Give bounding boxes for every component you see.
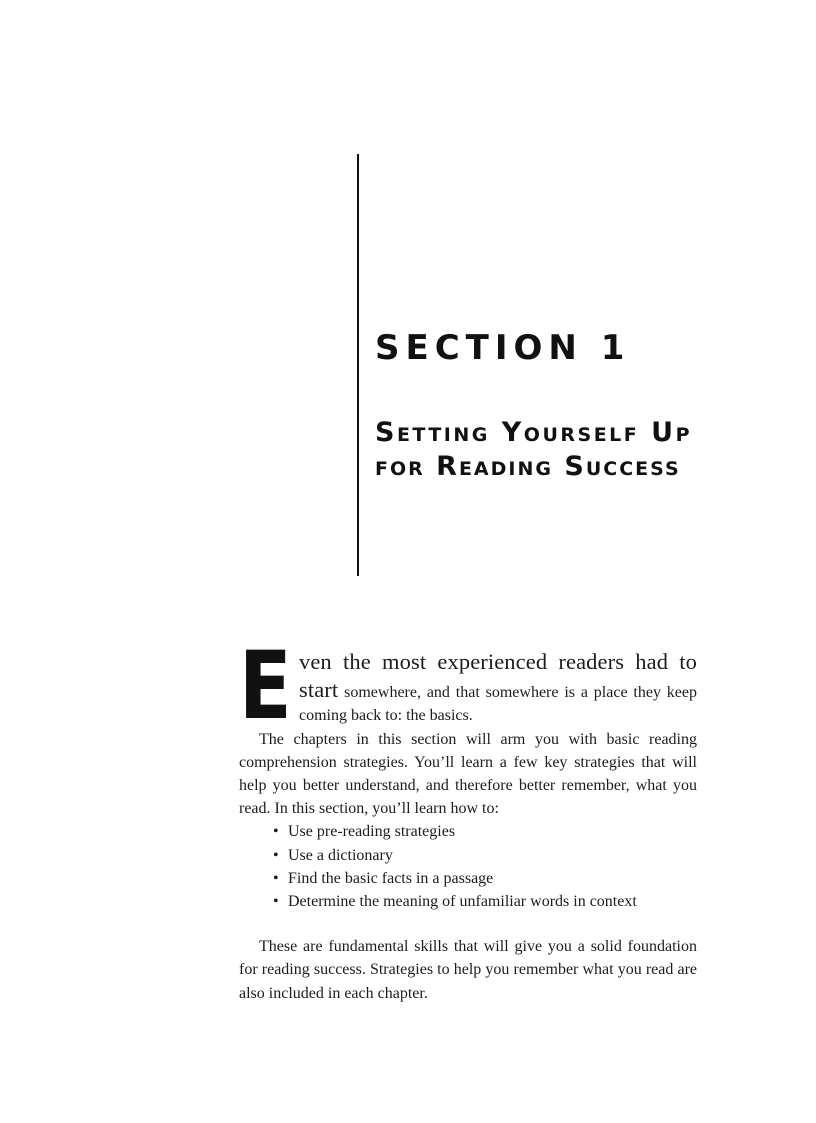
list-item-text: Use a dictionary <box>288 846 393 864</box>
list-item <box>273 820 697 843</box>
list-item <box>273 844 697 867</box>
subtitle-line-1: Setting Yourself Up <box>375 417 693 448</box>
intro-rest: somewhere, and that somewhere is a place they keep coming back to: the basics. <box>299 684 698 725</box>
body-text <box>239 632 698 1005</box>
drop-cap: E <box>239 632 292 741</box>
bullet-icon: • <box>273 846 279 864</box>
section-subtitle <box>375 416 692 484</box>
paragraph-2: These are fundamental skills that will give you a solid foundation for reading success. Strategies to help you remember what you read are also included in each chapter. <box>239 938 697 1002</box>
list-item-text: Determine the meaning of unfamiliar words in context <box>288 893 637 911</box>
strategy-list <box>239 820 697 913</box>
list-item-text: Use pre-reading strategies <box>288 823 456 841</box>
list-item <box>273 890 697 913</box>
paragraph-gap <box>239 913 697 935</box>
bullet-icon: • <box>273 893 279 911</box>
section-title: SECTION 1 <box>375 328 631 368</box>
vertical-rule <box>357 154 359 576</box>
list-item <box>273 867 697 890</box>
list-item-text: Find the basic facts in a passage <box>288 869 494 887</box>
bullet-icon: • <box>273 823 279 841</box>
subtitle-line-2: for Reading Success <box>375 451 681 482</box>
paragraph-1: The chapters in this section will arm you with basic reading comprehension strategies. You’ll learn a few key strategies that will help you better understand, and therefore better remember, what you read. In this section, you’ll learn how to: <box>239 730 697 818</box>
bullet-icon: • <box>273 869 279 887</box>
intro-paragraph <box>239 632 698 741</box>
intro-lead: ven the most experienced readers had to start <box>299 649 697 703</box>
